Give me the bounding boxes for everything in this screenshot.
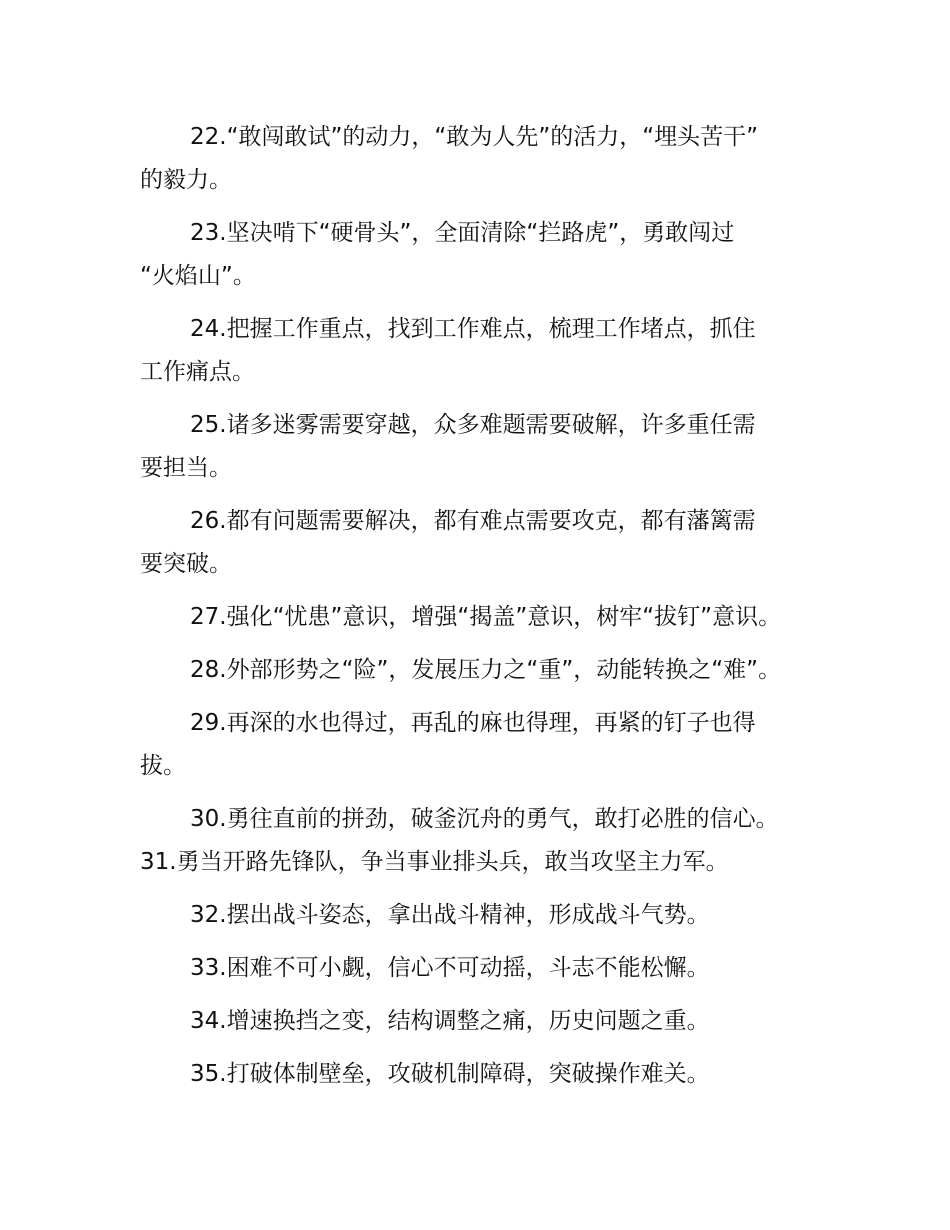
paragraph-line: 23.坚决啃下“硬骨头”，全面清除“拦路虎”，勇敢闯过 — [190, 220, 735, 246]
paragraph-line: 要担当。 — [140, 455, 232, 481]
paragraph-item — [140, 596, 820, 639]
paragraph-line: 29.再深的水也得过，再乱的麻也得理，再紧的钉子也得 — [190, 710, 756, 736]
paragraph-line: 33.困难不可小觑，信心不可动摇，斗志不能松懈。 — [190, 955, 710, 981]
paragraph-line: 要突破。 — [140, 551, 232, 577]
paragraph-item — [140, 1000, 820, 1043]
paragraph-line: 的毅力。 — [140, 167, 232, 193]
paragraph-item — [140, 116, 820, 202]
paragraph-line: 25.诸多迷雾需要穿越，众多难题需要破解，许多重任需 — [190, 412, 756, 438]
paragraph-line: 工作痛点。 — [140, 359, 255, 385]
paragraph-item — [140, 212, 820, 298]
paragraph-item — [140, 947, 820, 990]
paragraph-line: 35.打破体制壁垒，攻破机制障碍，突破操作难关。 — [190, 1061, 710, 1087]
paragraph-item — [140, 894, 820, 937]
paragraph-item — [140, 404, 820, 490]
paragraph-line: “火焰山”。 — [140, 263, 256, 289]
paragraph-line: 22.“敢闯敢试”的动力，“敢为人先”的活力，“埋头苦干” — [190, 124, 759, 150]
paragraph-item — [140, 308, 820, 394]
paragraph-item — [140, 702, 820, 788]
paragraph-line: 31.勇当开路先锋队，争当事业排头兵，敢当攻坚主力军。 — [140, 849, 729, 875]
paragraph-line: 27.强化“忧患”意识，增强“揭盖”意识，树牢“拔钉”意识。 — [190, 604, 782, 630]
paragraph-line: 28.外部形势之“险”，发展压力之“重”，动能转换之“难”。 — [190, 657, 782, 683]
paragraph-line: 24.把握工作重点，找到工作难点，梳理工作堵点，抓住 — [190, 316, 756, 342]
paragraph-item — [140, 649, 820, 692]
paragraph-item — [140, 500, 820, 586]
paragraph-line: 34.增速换挡之变，结构调整之痛，历史问题之重。 — [190, 1008, 710, 1034]
paragraph-item — [140, 841, 820, 884]
paragraph-line: 拔。 — [140, 753, 186, 779]
document-page — [140, 116, 820, 1106]
paragraph-line: 30.勇往直前的拼劲，破釜沉舟的勇气，敢打必胜的信心。 — [190, 806, 779, 832]
paragraph-item — [140, 1053, 820, 1096]
paragraph-item — [140, 798, 820, 841]
paragraph-line: 32.摆出战斗姿态，拿出战斗精神，形成战斗气势。 — [190, 902, 710, 928]
paragraph-line: 26.都有问题需要解决，都有难点需要攻克，都有藩篱需 — [190, 508, 756, 534]
